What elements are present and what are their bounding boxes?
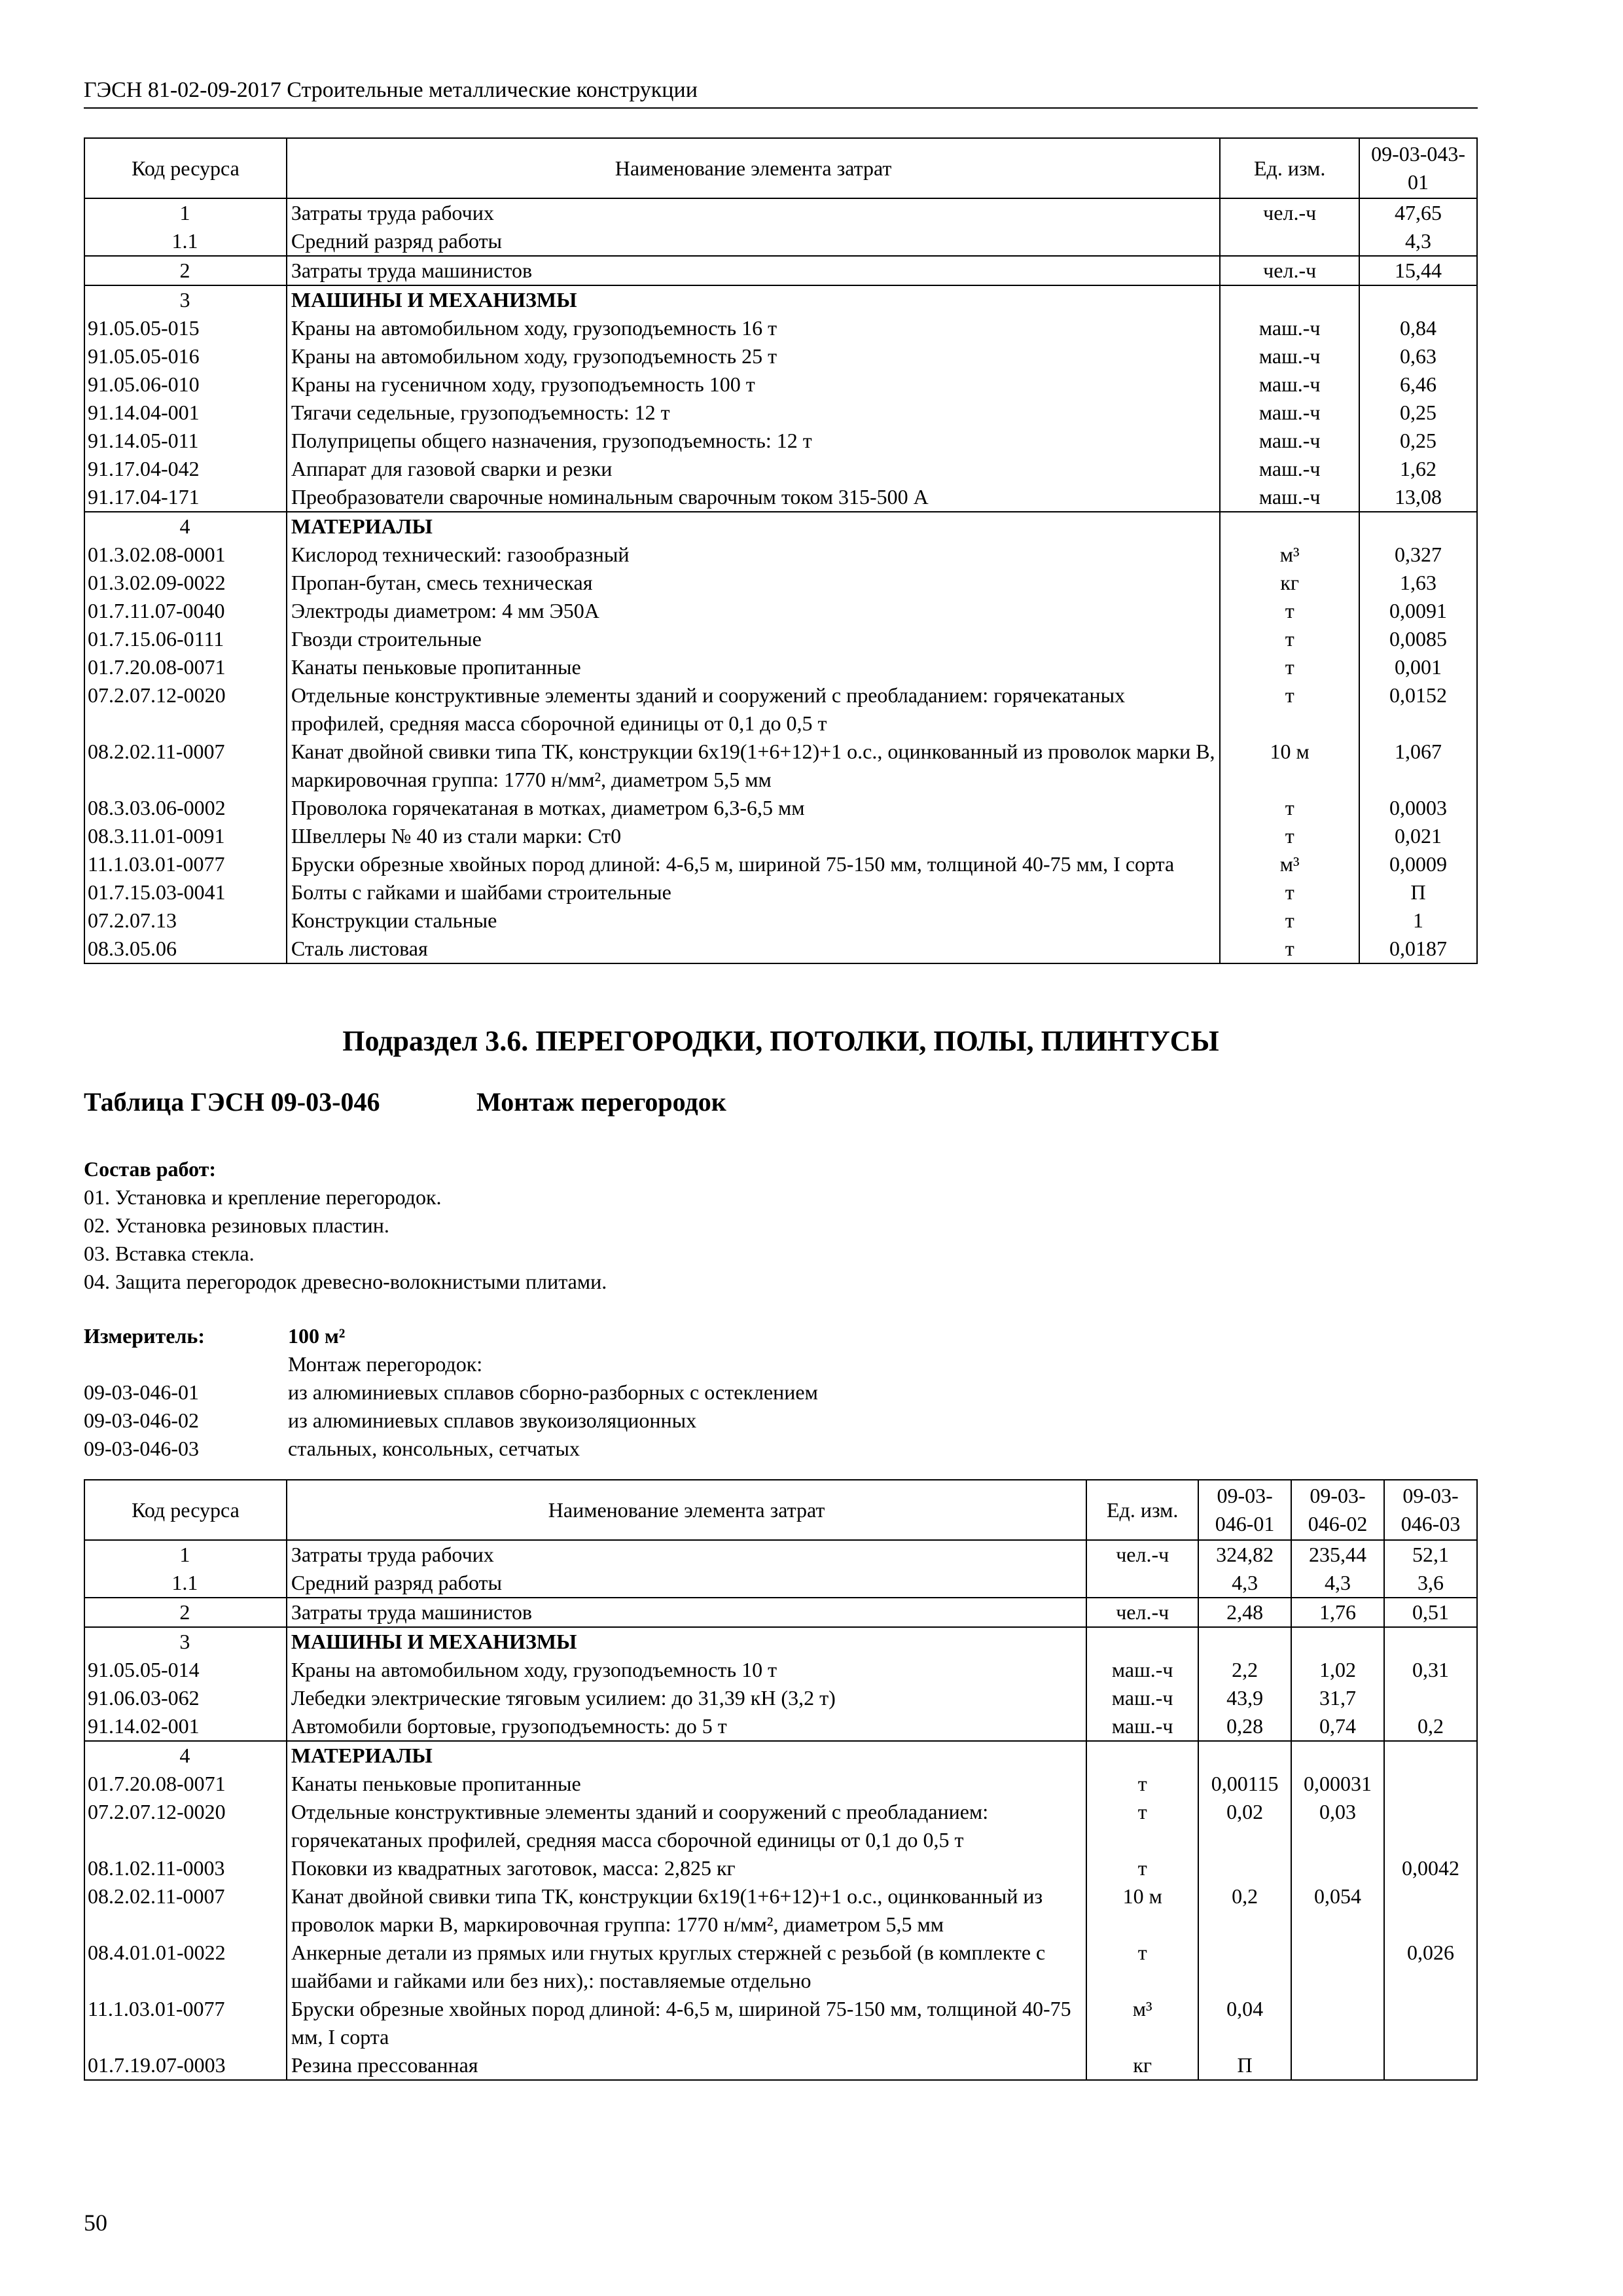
resource-name: Кислород технический: газообразный [287,541,1220,569]
resource-name: Аппарат для газовой сварки и резки [287,455,1220,483]
resource-value: 0,026 [1384,1939,1477,1995]
table-row [84,256,1477,285]
resource-value: 0,0187 [1359,935,1477,963]
resource-name: Краны на гусеничном ходу, грузоподъемность 100 т [287,370,1220,399]
resource-name: Средний разряд работы [287,1569,1086,1598]
resource-value: 0,0042 [1384,1854,1477,1882]
resource-code: 01.3.02.08-0001 [84,541,287,569]
resource-name: МАТЕРИАЛЫ [287,1741,1086,1770]
resource-code: 91.17.04-171 [84,483,287,512]
table-row [84,569,1477,597]
resource-value: 0,2 [1198,1882,1291,1939]
resource-value [1359,285,1477,314]
table-row [84,822,1477,850]
measure-label: Измеритель: [84,1324,205,1348]
resource-name: Канат двойной свивки типа ТК, конструкции 6х19(1+6+12)+1 о.с., оцинкованный из проволок марки В, маркировочная группа: 1770 н/мм², диаметром 5,5 мм [287,738,1220,794]
resource-unit: т [1086,1770,1198,1798]
measure-item-text: из алюминиевых сплавов сборно-разборных с остеклением [288,1380,818,1404]
resource-value [1291,1939,1384,1995]
resource-value: 0,74 [1291,1712,1384,1741]
header-name: Наименование элемента затрат [287,1480,1086,1540]
resource-value: 15,44 [1359,256,1477,285]
resource-code: 01.7.20.08-0071 [84,653,287,681]
resource-value: 0,021 [1359,822,1477,850]
running-header: ГЭСН 81-02-09-2017 Строительные металлические конструкции [84,78,698,102]
resource-value: 235,44 [1291,1540,1384,1569]
resource-value: 4,3 [1359,227,1477,256]
measure-item-text: стальных, консольных, сетчатых [288,1437,580,1460]
table-number: Таблица ГЭСН 09-03-046 [84,1087,380,1117]
resource-unit: маш.-ч [1220,370,1359,399]
resource-unit: т [1220,794,1359,822]
resource-name: Проволока горячекатаная в мотках, диаметром 6,3-6,5 мм [287,794,1220,822]
resource-code: 01.7.15.06-0111 [84,625,287,653]
resource-value [1291,1854,1384,1882]
table-row [84,653,1477,681]
resource-value: 4,3 [1198,1569,1291,1598]
table-row [84,878,1477,906]
resource-code: 08.3.11.01-0091 [84,822,287,850]
table-row [84,1995,1477,2051]
header-rule [84,107,1478,109]
resource-code: 2 [84,256,287,285]
resource-code: 91.05.05-015 [84,314,287,342]
resource-value [1291,2051,1384,2080]
resource-name: МАШИНЫ И МЕХАНИЗМЫ [287,285,1220,314]
resource-value: П [1359,878,1477,906]
table-row [84,198,1477,227]
resource-name: Преобразователи сварочные номинальным сварочным током 315-500 А [287,483,1220,512]
table-row [84,625,1477,653]
resource-name: Бруски обрезные хвойных пород длиной: 4-6,5 м, шириной 75-150 мм, толщиной 40-75 мм, I сорта [287,1995,1086,2051]
resource-value: 0,84 [1359,314,1477,342]
table-row [84,285,1477,314]
table-row [84,1798,1477,1854]
resource-unit: т [1086,1939,1198,1995]
resource-value: 0,0003 [1359,794,1477,822]
resource-code: 1.1 [84,1569,287,1598]
resource-unit: кг [1220,569,1359,597]
resource-unit [1086,1627,1198,1656]
resource-name: Лебедки электрические тяговым усилием: до 31,39 кН (3,2 т) [287,1684,1086,1712]
resource-code: 3 [84,1627,287,1656]
page-number: 50 [84,2210,107,2236]
resource-unit [1220,227,1359,256]
resource-name: Средний разряд работы [287,227,1220,256]
resource-unit [1086,1741,1198,1770]
resource-value: 1,62 [1359,455,1477,483]
header-code: Код ресурса [84,1480,287,1540]
resource-code: 91.17.04-042 [84,455,287,483]
resource-value: 0,327 [1359,541,1477,569]
resource-name: Канаты пеньковые пропитанные [287,1770,1086,1798]
resource-code: 91.05.06-010 [84,370,287,399]
table-row [84,597,1477,625]
resource-code: 91.06.03-062 [84,1684,287,1712]
resource-value: 0,00031 [1291,1770,1384,1798]
resource-name: Канат двойной свивки типа ТК, конструкции 6х19(1+6+12)+1 о.с., оцинкованный из проволок марки В, маркировочная группа: 1770 н/мм², диаметром 5,5 мм [287,1882,1086,1939]
resource-name: Краны на автомобильном ходу, грузоподъемность 25 т [287,342,1220,370]
resource-code: 91.05.05-014 [84,1656,287,1684]
table-row [84,850,1477,878]
resource-value: 1,63 [1359,569,1477,597]
table-row [84,1627,1477,1656]
resource-unit: 10 м [1086,1882,1198,1939]
resource-name: МАШИНЫ И МЕХАНИЗМЫ [287,1627,1086,1656]
resource-name: Отдельные конструктивные элементы зданий и сооружений с преобладанием: горячекатаных профилей, средняя масса сборочной единицы от 0,1 до 0,5 т [287,1798,1086,1854]
resource-name: Полуприцепы общего назначения, грузоподъемность: 12 т [287,427,1220,455]
resource-code: 08.3.03.06-0002 [84,794,287,822]
table-row [84,935,1477,963]
resource-unit: чел.-ч [1086,1598,1198,1627]
resource-code: 01.3.02.09-0022 [84,569,287,597]
resource-value: 47,65 [1359,198,1477,227]
resource-unit: т [1220,597,1359,625]
resource-unit: маш.-ч [1220,427,1359,455]
table-row [84,681,1477,738]
resource-value [1384,1882,1477,1939]
resource-code: 07.2.07.12-0020 [84,1798,287,1854]
resource-name: Краны на автомобильном ходу, грузоподъемность 10 т [287,1656,1086,1684]
resource-code: 01.7.20.08-0071 [84,1770,287,1798]
resource-unit: маш.-ч [1220,342,1359,370]
resource-code: 1.1 [84,227,287,256]
measure-value: 100 м² [288,1324,346,1348]
resource-value: 0,0152 [1359,681,1477,738]
measure-item-code: 09-03-046-03 [84,1437,199,1460]
resource-value: 1,76 [1291,1598,1384,1627]
resource-unit [1086,1569,1198,1598]
resource-unit: м³ [1086,1995,1198,2051]
resource-value: 1 [1359,906,1477,935]
resource-value [1359,512,1477,541]
resource-name: Затраты труда рабочих [287,1540,1086,1569]
measure-item-code: 09-03-046-01 [84,1380,199,1404]
resource-value: 0,63 [1359,342,1477,370]
resource-value [1384,1684,1477,1712]
resource-value: 0,02 [1198,1798,1291,1854]
resource-name: Анкерные детали из прямых или гнутых круглых стержней с резьбой (в комплекте с шайбами и гайками или без них),: поставляемые отдельно [287,1939,1086,1995]
table-row [84,1770,1477,1798]
resource-unit: маш.-ч [1220,483,1359,512]
resource-unit: чел.-ч [1220,256,1359,285]
resource-code: 07.2.07.12-0020 [84,681,287,738]
resource-code: 11.1.03.01-0077 [84,1995,287,2051]
works-item: 04. Защита перегородок древесно-волокнистыми плитами. [84,1270,607,1293]
table-row [84,512,1477,541]
table-row [84,314,1477,342]
resource-value [1291,1995,1384,2051]
works-item: 01. Установка и крепление перегородок. [84,1185,442,1209]
resource-unit: т [1220,822,1359,850]
table-row [84,738,1477,794]
resource-value: 0,0009 [1359,850,1477,878]
resource-value: 0,2 [1384,1712,1477,1741]
resource-value [1291,1741,1384,1770]
resource-code: 3 [84,285,287,314]
resource-code: 91.05.05-016 [84,342,287,370]
resource-value [1198,1627,1291,1656]
resource-unit: т [1220,625,1359,653]
resource-code: 08.4.01.01-0022 [84,1939,287,1995]
table-row [84,399,1477,427]
table-row [84,1598,1477,1627]
resource-name: Бруски обрезные хвойных пород длиной: 4-6,5 м, шириной 75-150 мм, толщиной 40-75 мм, I сорта [287,850,1220,878]
works-heading: Состав работ: [84,1157,217,1181]
resource-value: 0,0091 [1359,597,1477,625]
table-row [84,370,1477,399]
resource-name: Затраты труда машинистов [287,1598,1086,1627]
measure-item-code: 09-03-046-02 [84,1408,199,1432]
resource-name: Сталь листовая [287,935,1220,963]
resource-name: Гвозди строительные [287,625,1220,653]
resource-code: 91.14.02-001 [84,1712,287,1741]
resource-name: Затраты труда машинистов [287,256,1220,285]
resource-code: 08.3.05.06 [84,935,287,963]
table-row [84,541,1477,569]
table-row [84,1712,1477,1741]
resource-value: 13,08 [1359,483,1477,512]
table-row [84,342,1477,370]
resource-table-046 [84,1479,1478,2081]
resource-code: 08.2.02.11-0007 [84,1882,287,1939]
resource-value: 0,001 [1359,653,1477,681]
resource-unit: т [1086,1798,1198,1854]
resource-unit: маш.-ч [1086,1712,1198,1741]
resource-unit: т [1220,878,1359,906]
table-row [84,2051,1477,2080]
works-composition [84,1155,607,1296]
resource-code: 91.14.05-011 [84,427,287,455]
table-title [84,1086,726,1117]
header-col-043-01: 09-03-043-01 [1359,138,1477,198]
measure-intro: Монтаж перегородок: [288,1352,483,1376]
resource-value: 4,3 [1291,1569,1384,1598]
resource-unit: маш.-ч [1220,455,1359,483]
resource-unit: маш.-ч [1220,399,1359,427]
resource-value [1291,1627,1384,1656]
resource-unit: маш.-ч [1220,314,1359,342]
measure-item-text: из алюминиевых сплавов звукоизоляционных [288,1408,697,1432]
resource-name: Затраты труда рабочих [287,198,1220,227]
resource-value [1384,2051,1477,2080]
resource-name: Тягачи седельные, грузоподъемность: 12 т [287,399,1220,427]
resource-unit: м³ [1220,850,1359,878]
table-header-row [84,138,1477,198]
resource-value: 0,28 [1198,1712,1291,1741]
resource-code: 07.2.07.13 [84,906,287,935]
resource-unit: маш.-ч [1086,1656,1198,1684]
resource-code: 01.7.15.03-0041 [84,878,287,906]
table-row [84,1540,1477,1569]
resource-name: Канаты пеньковые пропитанные [287,653,1220,681]
resource-value: 0,25 [1359,399,1477,427]
resource-value: П [1198,2051,1291,2080]
resource-value: 1,02 [1291,1656,1384,1684]
resource-value: 1,067 [1359,738,1477,794]
resource-name: Краны на автомобильном ходу, грузоподъемность 16 т [287,314,1220,342]
resource-code: 08.2.02.11-0007 [84,738,287,794]
resource-value: 6,46 [1359,370,1477,399]
resource-value [1384,1770,1477,1798]
section-title: Подраздел 3.6. ПЕРЕГОРОДКИ, ПОТОЛКИ, ПОЛЫ, ПЛИНТУСЫ [342,1025,1219,1057]
resource-name: Электроды диаметром: 4 мм Э50А [287,597,1220,625]
resource-value [1384,1995,1477,2051]
table-row [84,1882,1477,1939]
resource-table-043 [84,137,1478,964]
resource-value: 0,51 [1384,1598,1477,1627]
resource-value: 2,2 [1198,1656,1291,1684]
resource-value: 2,48 [1198,1598,1291,1627]
resource-unit [1220,512,1359,541]
resource-value [1198,1939,1291,1995]
resource-code: 4 [84,1741,287,1770]
resource-code: 1 [84,198,287,227]
header-unit: Ед. изм. [1220,138,1359,198]
resource-unit [1220,285,1359,314]
resource-code: 2 [84,1598,287,1627]
resource-value: 0,00115 [1198,1770,1291,1798]
table-row [84,794,1477,822]
header-code: Код ресурса [84,138,287,198]
resource-name: Пропан-бутан, смесь техническая [287,569,1220,597]
resource-unit: т [1220,935,1359,963]
resource-value: 52,1 [1384,1540,1477,1569]
resource-unit: т [1220,906,1359,935]
resource-code: 1 [84,1540,287,1569]
resource-value [1384,1798,1477,1854]
resource-name: Отдельные конструктивные элементы зданий и сооружений с преобладанием: горячекатаных профилей, средняя масса сборочной единицы от 0,1 до 0,5 т [287,681,1220,738]
table-row [84,1854,1477,1882]
header-unit: Ед. изм. [1086,1480,1198,1540]
header-name: Наименование элемента затрат [287,138,1220,198]
works-item: 03. Вставка стекла. [84,1242,255,1265]
resource-value: 324,82 [1198,1540,1291,1569]
resource-code: 08.1.02.11-0003 [84,1854,287,1882]
resource-unit: чел.-ч [1086,1540,1198,1569]
resource-unit: т [1220,653,1359,681]
resource-value [1384,1627,1477,1656]
resource-code: 01.7.19.07-0003 [84,2051,287,2080]
resource-name: Болты с гайками и шайбами строительные [287,878,1220,906]
resource-name: Конструкции стальные [287,906,1220,935]
resource-value [1198,1741,1291,1770]
resource-name: Швеллеры № 40 из стали марки: Ст0 [287,822,1220,850]
resource-code: 11.1.03.01-0077 [84,850,287,878]
resource-name: Резина прессованная [287,2051,1086,2080]
resource-value: 0,04 [1198,1995,1291,2051]
resource-value: 43,9 [1198,1684,1291,1712]
table-name: Монтаж перегородок [476,1087,726,1117]
table-row [84,1569,1477,1598]
table-row [84,483,1477,512]
resource-unit: кг [1086,2051,1198,2080]
resource-value: 0,054 [1291,1882,1384,1939]
table-row [84,455,1477,483]
resource-value: 31,7 [1291,1684,1384,1712]
resource-value: 0,31 [1384,1656,1477,1684]
resource-unit: чел.-ч [1220,198,1359,227]
table-row [84,906,1477,935]
resource-name: МАТЕРИАЛЫ [287,512,1220,541]
header-col-046-01: 09-03-046-01 [1198,1480,1291,1540]
table-row [84,1684,1477,1712]
resource-unit: м³ [1220,541,1359,569]
measure-block [84,1322,818,1463]
resource-unit: т [1086,1854,1198,1882]
resource-value: 0,25 [1359,427,1477,455]
table-row [84,1656,1477,1684]
resource-value: 0,03 [1291,1798,1384,1854]
resource-name: Поковки из квадратных заготовок, масса: 2,825 кг [287,1854,1086,1882]
resource-value [1198,1854,1291,1882]
table-row [84,227,1477,256]
resource-unit: т [1220,681,1359,738]
resource-value [1384,1741,1477,1770]
table-header-row [84,1480,1477,1540]
resource-code: 91.14.04-001 [84,399,287,427]
table-row [84,427,1477,455]
resource-unit: 10 м [1220,738,1359,794]
resource-code: 01.7.11.07-0040 [84,597,287,625]
resource-unit: маш.-ч [1086,1684,1198,1712]
works-item: 02. Установка резиновых пластин. [84,1213,389,1237]
resource-name: Автомобили бортовые, грузоподъемность: до 5 т [287,1712,1086,1741]
resource-value: 0,0085 [1359,625,1477,653]
resource-value: 3,6 [1384,1569,1477,1598]
header-col-046-02: 09-03-046-02 [1291,1480,1384,1540]
resource-code: 4 [84,512,287,541]
table-row [84,1741,1477,1770]
table-row [84,1939,1477,1995]
header-col-046-03: 09-03-046-03 [1384,1480,1477,1540]
